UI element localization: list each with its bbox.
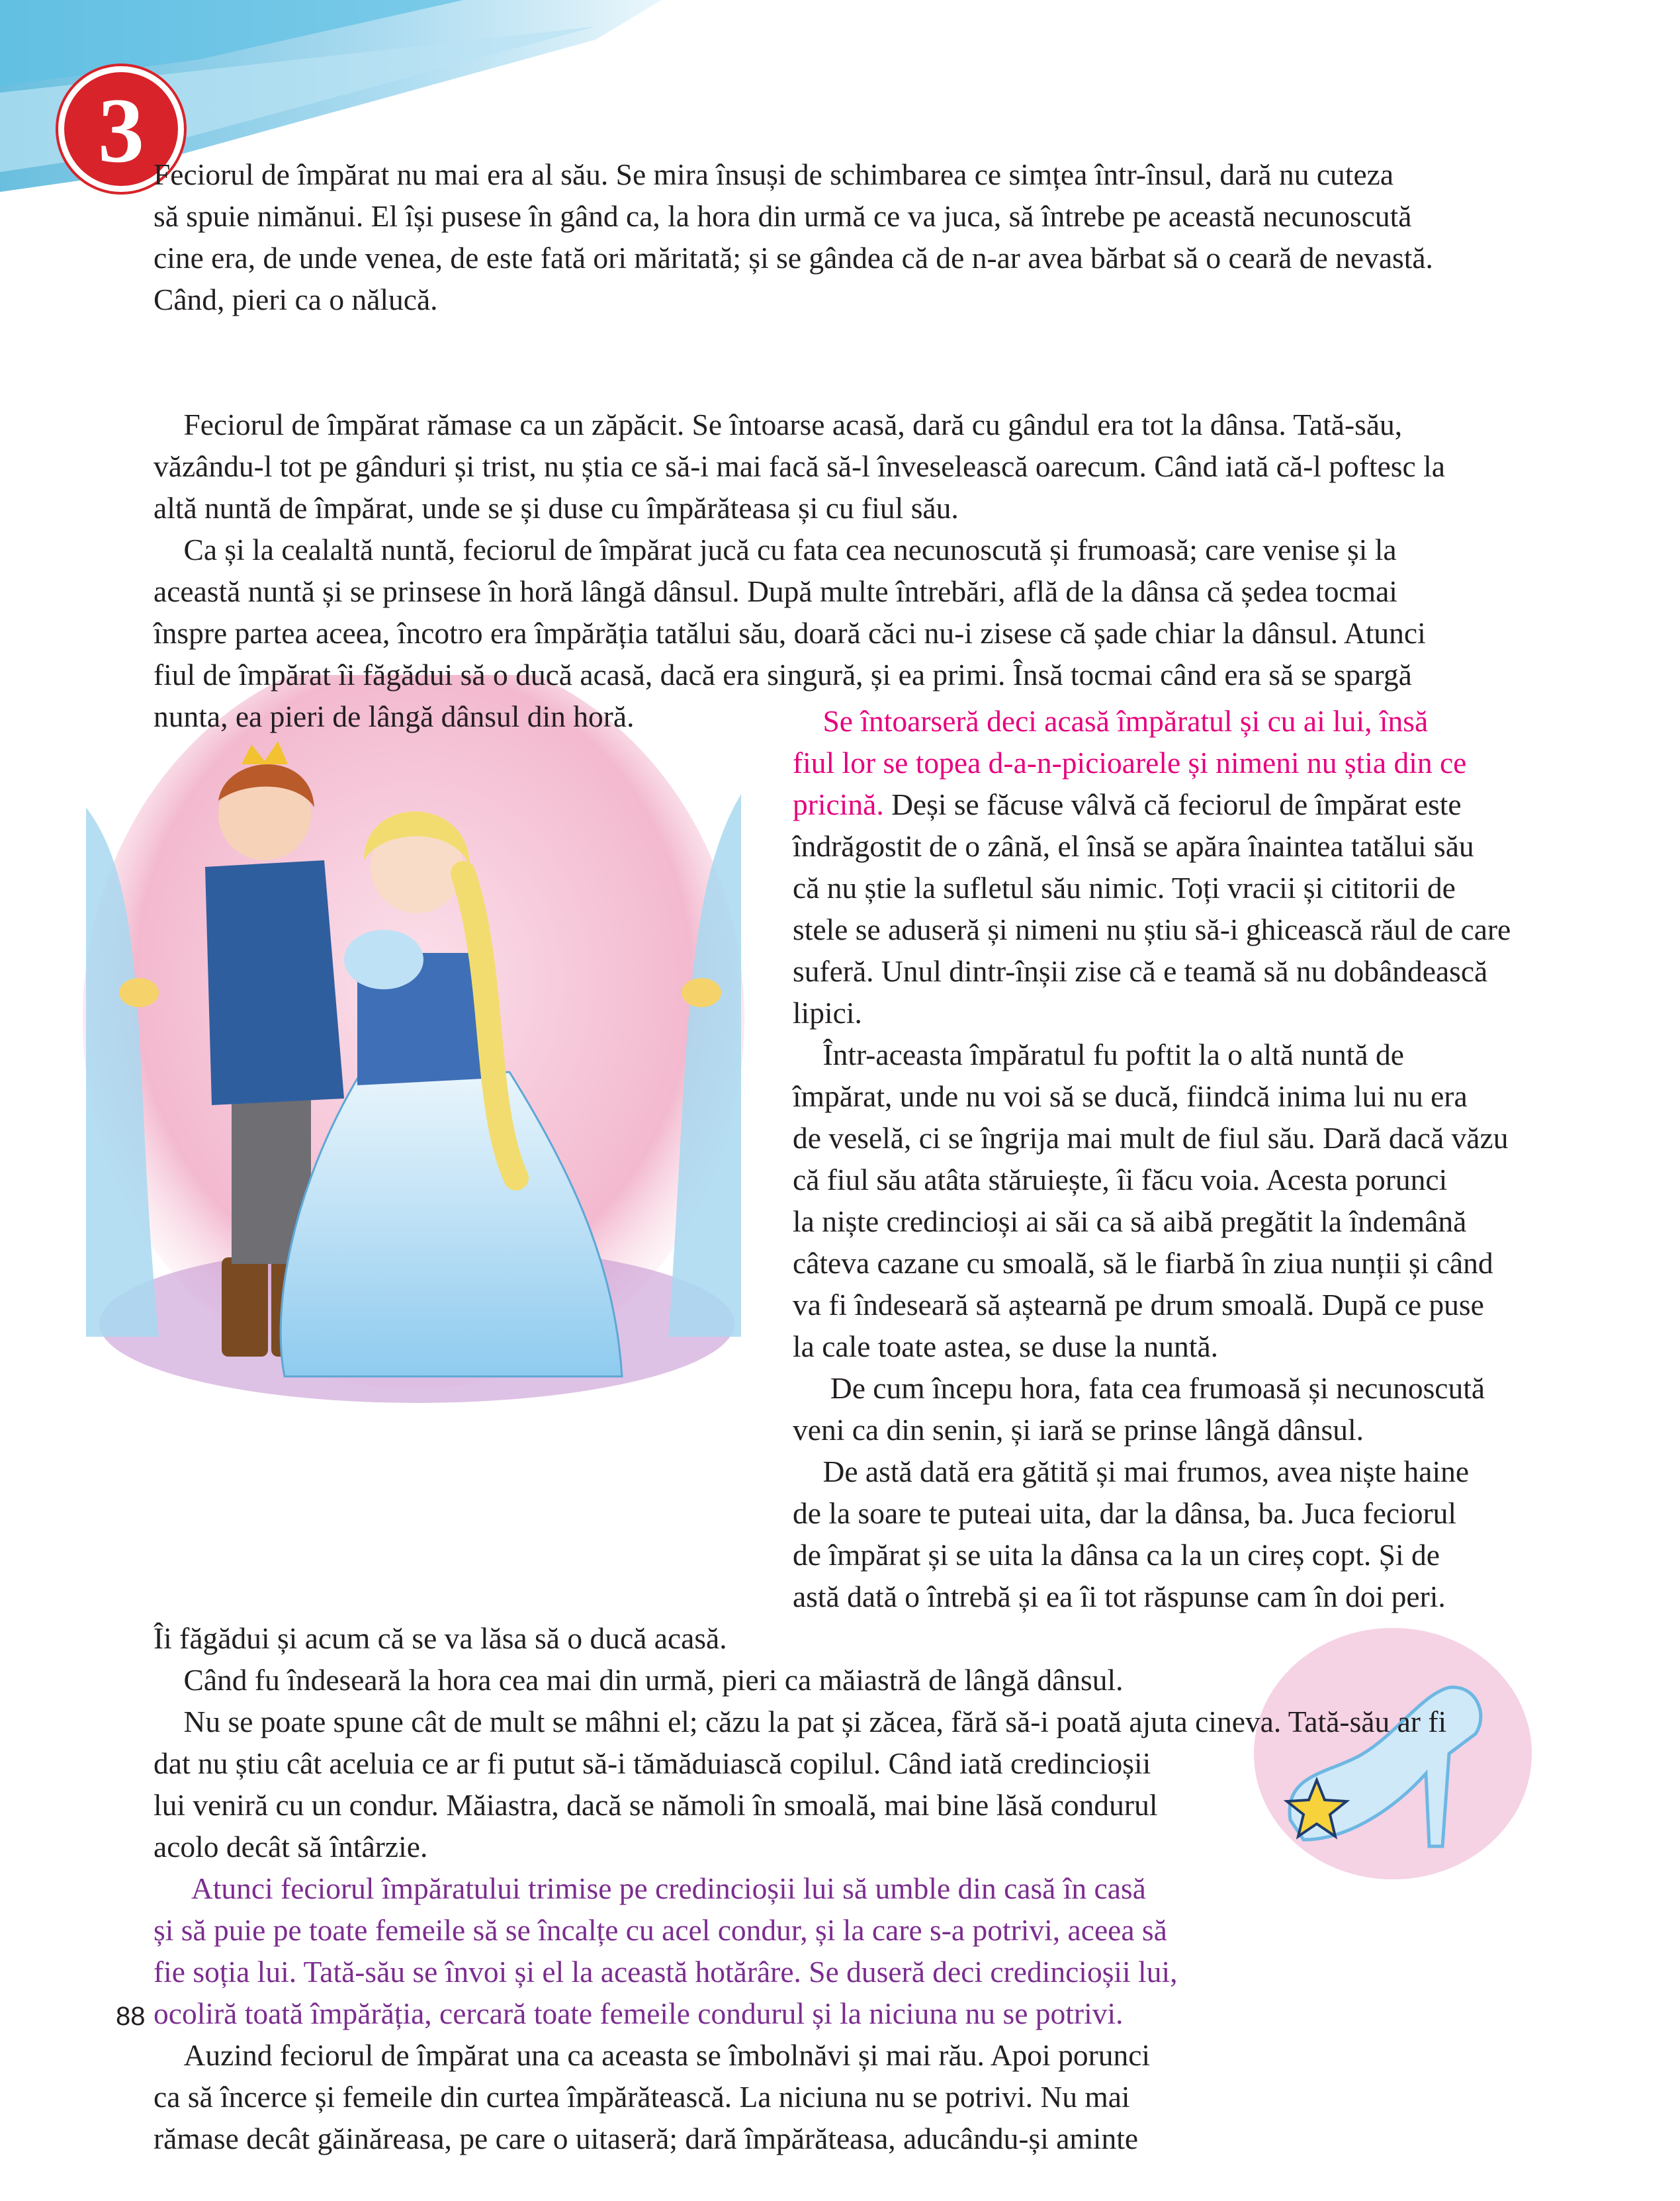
paragraph-7-end: Îi făgădui și acum că se va lăsa să o ducă acasă. bbox=[154, 1621, 727, 1655]
prince-princess-dancing-illustration bbox=[73, 675, 754, 1429]
page-number: 88 bbox=[116, 2002, 146, 2031]
paragraph-2: Feciorul de împărat rămase ca un zăpăcit. Se întoarse acasă, dară cu gândul era tot la dânsa. Tată-său, văzându-l tot pe gânduri și trist, nu știa ce să-i mai facă să-l înveselească oarecum. Când iată că-l poftesc la altă nuntă de împărat, unde se și duse cu împărăteasa și cu fiul său. bbox=[154, 408, 1445, 525]
paragraph-4: Se întoarseră deci acasă împăratul și cu ai lui, însă fiul lor se topea d-a-n-picioarele și nimeni nu știa din ce pricină. Deși se făcuse vâlvă că feciorul de împărat este îndrăgostit de o zână, el însă se apăra înaintea tatălui său că nu știe la sufletul său nimic. Toți vracii și cititorii de stele se aduseră și nimeni nu știu să-i ghicească răul de care suferă. Unul dintr-înșii zise că e teamă să nu dobândească lipici. bbox=[793, 704, 1511, 1030]
paragraph-9: dat nu știu cât aceluia ce ar fi putut să-i tămăduiască copilul. Când iată credincioșii lui veniră cu un condur. Măiastra, dacă se nămoli în smoală, mai bine lăsă condurul acolo decât să întârzie. bbox=[154, 1746, 1158, 1864]
paragraph-5: Într-aceasta împăratul fu poftit la o altă nuntă de împărat, unde nu voi să se ducă, fiindcă inima lui nu era de veselă, ci se îngrija mai mult de fiul său. Dară dacă văzu că fiul său atâta stăruiește, îi făcu voia. Acesta porunci la niște credincioși ai săi ca să aibă pregătit la îndemână câteva cazane cu smoală, să le fiarbă în ziua nunții și când va fi îndeseară să aștearnă pe drum smoală. După ce puse la cale toate astea, se duse la nuntă. bbox=[793, 1038, 1509, 1363]
paragraph-6: De cum începu hora, fata cea frumoasă și necunoscută veni ca din senin, și iară se prinse lângă dânsul. bbox=[793, 1371, 1485, 1447]
paragraph-10: Atunci feciorul împăratului trimise pe credincioșii lui să umble din casă în casă și să puie pe toate femeile să se încalțe cu acel condur, și la care s-a potrivi, aceea să fie soția lui. Tată-său se învoi și el la această hotărâre. Se duseră deci credincioșii lui, ocoliră toată împărăția, cercară toate femeile condurul și la niciuna nu se potrivi. bbox=[154, 1871, 1178, 2030]
paragraph-7: De astă dată era gătită și mai frumos, avea niște haine de la soare te puteai uita, dar la dânsa, ba. Juca feciorul de împărat și se uita la dânsa ca la un cireș copt. Și de astă dată o întrebă și ea îi tot răspunse cam în doi peri. bbox=[793, 1455, 1470, 1613]
paragraph-11: Auzind feciorul de împărat una ca aceasta se îmbolnăvi și mai rău. Apoi porunci ca să încerce și femeile din curtea împărătească. La niciuna nu se potrivi. Nu mai rămase decât găinăreasa, pe care o uitaseră; dară împărăteasa, aducându-și aminte bbox=[154, 2038, 1151, 2155]
paragraph-8: Când fu îndeseară la hora cea mai din urmă, pieri ca măiastră de lângă dânsul. bbox=[154, 1663, 1124, 1697]
paragraph-9-first-line: Nu se poate spune cât de mult se mâhni el; căzu la pat și zăcea, fără să-i poată ajuta cineva. Tată-său ar fi bbox=[154, 1705, 1447, 1738]
lesson-number: 3 bbox=[98, 79, 144, 182]
paragraph-3: Ca și la cealaltă nuntă, feciorul de împărat jucă cu fata cea necunoscută și frumoasă; care venise și la această nuntă și se prinsese în horă lângă dânsul. După multe întrebări, află de la dânsa că ședea tocmai înspre partea aceea, încotro era împărăția tatălui său, doară căci nu-i zisese că șade chiar la dânsul. Atunci fiul de împărat îi făgădui să o ducă acasă, dacă era singură, și ea primi. Însă tocmai când era să se spargă nunta, ea pieri de lângă dânsul din horă. bbox=[154, 533, 1426, 733]
paragraph-1: Feciorul de împărat nu mai era al său. Se mira însuși de schimbarea ce simțea într-însul, dară nu cuteza să spuie nimănui. El își pusese în gând ca, la hora din urmă ce va juca, să întrebe pe această necunoscută cine era, de unde venea, de este fată ori măritată; și se gândea că de n-ar avea bărbat să o ceară de nevastă. Când, pieri ca o nălucă. bbox=[154, 157, 1433, 316]
